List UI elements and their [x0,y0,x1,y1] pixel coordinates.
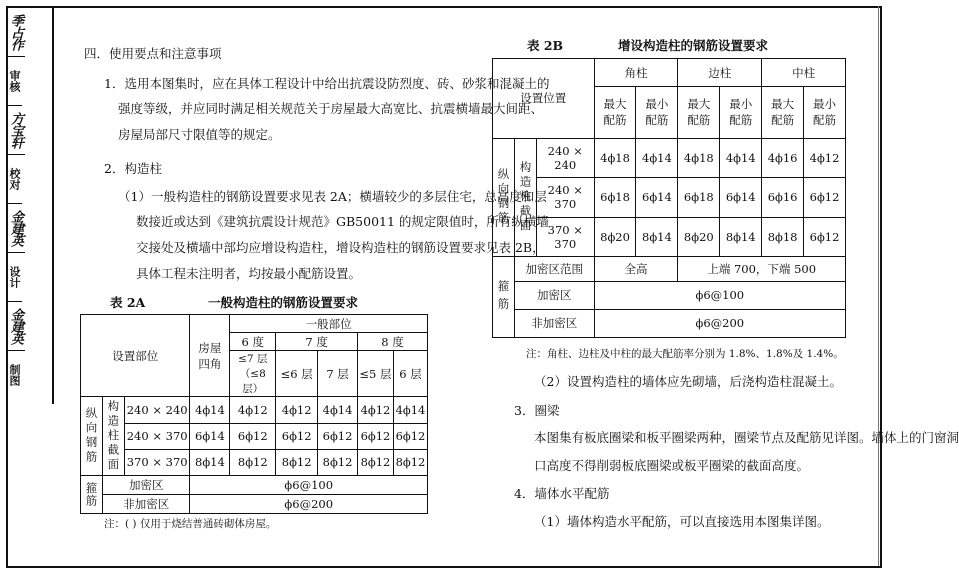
value-cell: 4ϕ18 [678,138,720,177]
value-cell: 6ϕ18 [594,178,636,217]
paragraph-line: 口高度不得削弱板底圈梁或板平圈梁的截面高度。 [534,458,810,473]
paragraph-line: 交接处及横墙中部均应增设构造柱，增设构造柱的钢筋设置要求见表 2B， [136,240,545,255]
header-text: 房屋 [198,340,222,355]
signature-cell-3 [6,204,25,253]
dense-value: ϕ6@100 [594,281,845,309]
table-row [81,449,428,475]
table-2b [492,58,846,338]
header-text: 最小配筋 [729,97,753,128]
header-text: 最小配筋 [645,97,669,128]
header-min [636,87,678,139]
value-cell: 8ϕ14 [190,449,230,475]
table-row [493,281,846,309]
table-id: 表 2B [527,38,564,53]
value-cell: 6ϕ18 [678,178,720,217]
value-cell: 6ϕ14 [190,423,230,449]
size-cell: 240 × 370 [124,423,190,449]
header-text: 最小配筋 [813,97,837,128]
paragraph-line: 本图集有板底圈梁和板平圈梁两种，圈梁节点及配筋见详图。墙体上的门窗洞 [534,430,959,445]
range-all: 全高 [594,257,678,282]
value-cell: 8ϕ14 [720,217,762,256]
table-row [81,423,428,449]
signature-cell-4 [6,302,25,351]
paragraph-line: （1）墙体构造水平配筋，可以直接选用本图集详图。 [534,514,830,529]
table-title: 一般构造柱的钢筋设置要求 [208,295,359,310]
size-cell: 370 × 370 [536,217,594,256]
signature-text: 金建英 [8,210,23,246]
value-cell: 6ϕ16 [762,178,804,217]
header-min [720,87,762,139]
value-cell: 6ϕ12 [804,178,846,217]
value-cell: 4ϕ14 [190,397,230,423]
nondense-value: ϕ6@200 [594,309,845,337]
header-le7 [230,351,276,397]
paragraph-line: 房屋局部尺寸限值等的规定。 [118,127,281,142]
size-cell: 240 × 240 [124,397,190,423]
header-min [804,87,846,139]
value-cell: 8ϕ12 [393,449,427,475]
header-degree7: 7 度 [276,333,358,351]
value-cell: 8ϕ12 [358,449,394,475]
value-cell: 4ϕ12 [230,397,276,423]
value-cell: 4ϕ12 [804,138,846,177]
header-corner-column: 角柱 [594,59,678,87]
rowgroup-longitudinal: 纵向钢筋 [81,397,103,475]
header-max [594,87,636,139]
value-cell: 6ϕ12 [393,423,427,449]
value-cell: 8ϕ14 [636,217,678,256]
header-edge-column: 边柱 [678,59,762,87]
header-text: 四角 [198,356,222,371]
drawing-label: 制图 [8,364,21,386]
paragraph-line: 强度等级，并应同时满足相关规范关于房屋最大高宽比、抗震横墙最大间距、 [118,101,544,116]
signature-cell-2 [6,106,25,155]
header-text: 最大配筋 [603,97,627,128]
header-text: （≤8 层） [239,368,266,396]
check-cell [6,57,22,106]
drawing-cell [6,351,22,399]
value-cell: 4ϕ14 [393,397,427,423]
value-cell: 8ϕ12 [230,449,276,475]
table-row [81,475,428,494]
check-label: 审核 [8,70,21,92]
paragraph-line: （2）设置构造柱的墙体应先砌墙，后浇构造柱混凝土。 [534,374,842,389]
table-note: 注：角柱、边柱及中柱的最大配筋率分别为 1.8%、1.8%及 1.4%。 [526,348,844,360]
value-cell: 6ϕ12 [230,423,276,449]
header-middle-column: 中柱 [762,59,846,87]
rowgroup-section: 构造柱截面 [102,397,124,475]
table-row [493,178,846,217]
subsection-heading: 3．圈梁 [514,403,560,418]
subsection-heading: 4．墙体水平配筋 [514,486,610,501]
table-row [493,309,846,337]
value-cell: 4ϕ16 [762,138,804,177]
title-block [6,8,54,404]
signature-text: 方宝轩 [8,112,23,148]
rowgroup-longitudinal: 纵向钢筋 [493,138,515,256]
paragraph-line: 具体工程未注明者，均按最小配筋设置。 [136,266,362,281]
design-cell [6,253,22,302]
paragraph-line: 1．选用本图集时，应在具体工程设计中给出抗震设防烈度、砖、砂浆和混凝土的 [104,76,550,91]
paragraph-line: 数接近或达到《建筑抗震设计规范》GB50011 的规定限值时，所有纵横墙 [136,214,549,229]
design-label: 设计 [8,266,21,288]
table-row [493,257,846,282]
value-cell: 4ϕ12 [358,397,394,423]
value-cell: 4ϕ14 [636,138,678,177]
proofread-cell [6,155,22,204]
value-cell: 8ϕ12 [276,449,318,475]
header-text: 最大配筋 [687,97,711,128]
value-cell: 4ϕ12 [276,397,318,423]
value-cell: 6ϕ12 [358,423,394,449]
proofread-label: 校对 [8,168,21,190]
header-text: ≤7 层 [238,353,268,366]
header-text: 最大配筋 [771,97,795,128]
value-cell: 8ϕ18 [762,217,804,256]
range-value: 上端 700，下端 500 [678,257,846,282]
header-setting: 设置位置 [493,59,595,139]
nondense-value: ϕ6@200 [190,494,428,513]
value-cell: 8ϕ20 [594,217,636,256]
table-row [81,397,428,423]
signature-cell-1 [6,8,25,57]
value-cell: 6ϕ12 [804,217,846,256]
header-setting: 设置部位 [81,315,190,397]
value-cell: 8ϕ12 [318,449,358,475]
table-row [81,494,428,513]
size-cell: 370 × 370 [124,449,190,475]
dense-value: ϕ6@100 [190,475,428,494]
paragraph-line: （1）一般构造柱的钢筋设置要求见表 2A；横墙较少的多层住宅，总高度和层 [118,189,547,204]
rowgroup-section: 构造柱截面 [514,138,536,256]
value-cell: 4ϕ14 [720,138,762,177]
header-6f: 6 层 [393,351,427,397]
header-le5: ≤5 层 [358,351,394,397]
value-cell: 4ϕ18 [594,138,636,177]
section-heading: 四．使用要点和注意事项 [84,46,222,61]
value-cell: 4ϕ14 [318,397,358,423]
header-le6: ≤6 层 [276,351,318,397]
signature-text: 金建英 [8,308,23,344]
header-7f: 7 层 [318,351,358,397]
table-title: 增设构造柱的钢筋设置要求 [618,38,769,53]
value-cell: 6ϕ14 [636,178,678,217]
value-cell: 8ϕ20 [678,217,720,256]
value-cell: 6ϕ12 [276,423,318,449]
header-max [678,87,720,139]
table-note: 注：( ) 仅用于烧结普通砖砌体房屋。 [104,518,277,530]
subsection-heading: 2．构造柱 [104,161,162,176]
sheet-edge [878,6,893,566]
nondense-label: 非加密区 [514,309,594,337]
rowgroup-stirrup: 箍筋 [81,475,103,513]
table-2a [80,314,428,514]
dense-label: 加密区 [102,475,190,494]
table-id: 表 2A [110,295,146,310]
size-cell: 240 × 370 [536,178,594,217]
nondense-label: 非加密区 [102,494,190,513]
header-degree8: 8 度 [358,333,428,351]
value-cell: 6ϕ12 [318,423,358,449]
header-degree6: 6 度 [230,333,276,351]
value-cell: 6ϕ14 [720,178,762,217]
header-max [762,87,804,139]
rowgroup-stirrup: 箍筋 [493,257,515,338]
range-label: 加密区范围 [514,257,594,282]
table-row [493,217,846,256]
table-row [493,138,846,177]
size-cell: 240 × 240 [536,138,594,177]
signature-text: 季占作 [8,14,23,50]
header-general: 一般部位 [230,315,428,333]
header-corner [190,315,230,397]
dense-label: 加密区 [514,281,594,309]
